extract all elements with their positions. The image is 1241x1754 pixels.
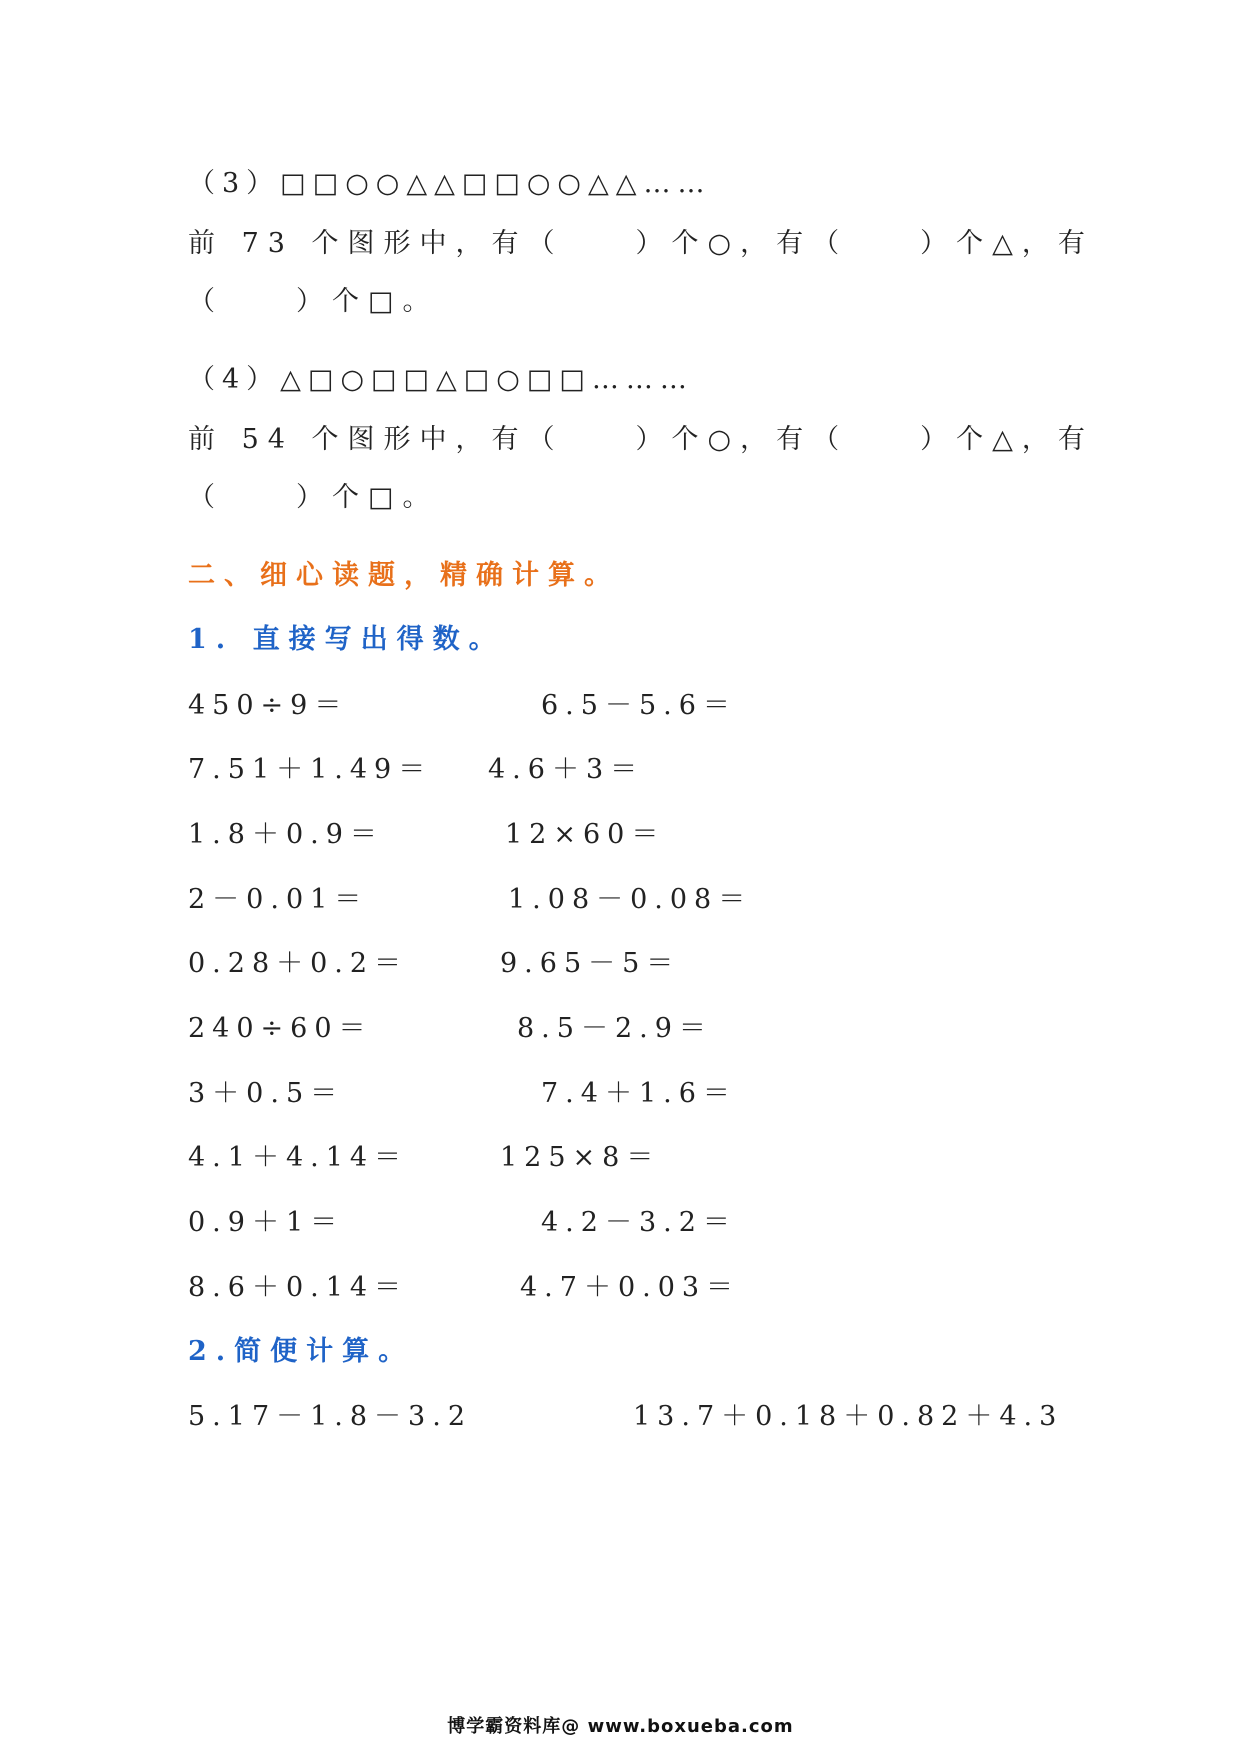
pattern-3-question-cont: （ ）个□。 bbox=[188, 286, 439, 317]
calc-right: 125×8＝ bbox=[500, 1142, 661, 1173]
calc-right: 4.2－3.2＝ bbox=[541, 1207, 737, 1238]
calc-left: 450÷9＝ bbox=[188, 690, 349, 721]
calc-left: 8.6＋0.14＝ bbox=[188, 1272, 409, 1303]
pattern-4-sequence: （4）△□○□□△□○□□……… bbox=[188, 364, 694, 395]
calc-right: 9.65－5＝ bbox=[500, 948, 681, 979]
calc-left: 3＋0.5＝ bbox=[188, 1078, 345, 1109]
calc-left: 4.1＋4.14＝ bbox=[188, 1142, 409, 1173]
simplify-left: 5.17－1.8－3.2 bbox=[188, 1401, 472, 1432]
pattern-4-question-cont: （ ）个□。 bbox=[188, 482, 439, 513]
subsection-2-heading: 2.简便计算。 bbox=[188, 1336, 415, 1367]
calc-right: 4.7＋0.03＝ bbox=[520, 1272, 741, 1303]
subsection-1-heading: 1. 直接写出得数。 bbox=[188, 624, 505, 655]
calc-right: 12×60＝ bbox=[505, 819, 666, 850]
calc-left: 1.8＋0.9＝ bbox=[188, 819, 384, 850]
pattern-4-question: 前 54 个图形中，有（ ）个○，有（ ）个△，有 bbox=[188, 424, 1094, 455]
pattern-3-question: 前 73 个图形中，有（ ）个○，有（ ）个△，有 bbox=[188, 228, 1094, 259]
footer-watermark: 博学霸资料库@ www.boxueba.com bbox=[447, 1716, 794, 1737]
calc-left: 240÷60＝ bbox=[188, 1013, 373, 1044]
calc-right: 7.4＋1.6＝ bbox=[541, 1078, 737, 1109]
pattern-3-sequence: （3）□□○○△△□□○○△△…… bbox=[188, 168, 712, 199]
calc-right: 4.6＋3＝ bbox=[488, 754, 645, 785]
calc-right: 8.5－2.9＝ bbox=[517, 1013, 713, 1044]
calc-right: 6.5－5.6＝ bbox=[541, 690, 737, 721]
calc-left: 2－0.01＝ bbox=[188, 884, 369, 915]
section-2-heading: 二、细心读题，精确计算。 bbox=[188, 560, 620, 591]
calc-left: 0.9＋1＝ bbox=[188, 1207, 345, 1238]
calc-left: 7.51＋1.49＝ bbox=[188, 754, 433, 785]
calc-left: 0.28＋0.2＝ bbox=[188, 948, 409, 979]
simplify-right: 13.7＋0.18＋0.82＋4.3 bbox=[633, 1401, 1064, 1432]
calc-right: 1.08－0.08＝ bbox=[508, 884, 753, 915]
